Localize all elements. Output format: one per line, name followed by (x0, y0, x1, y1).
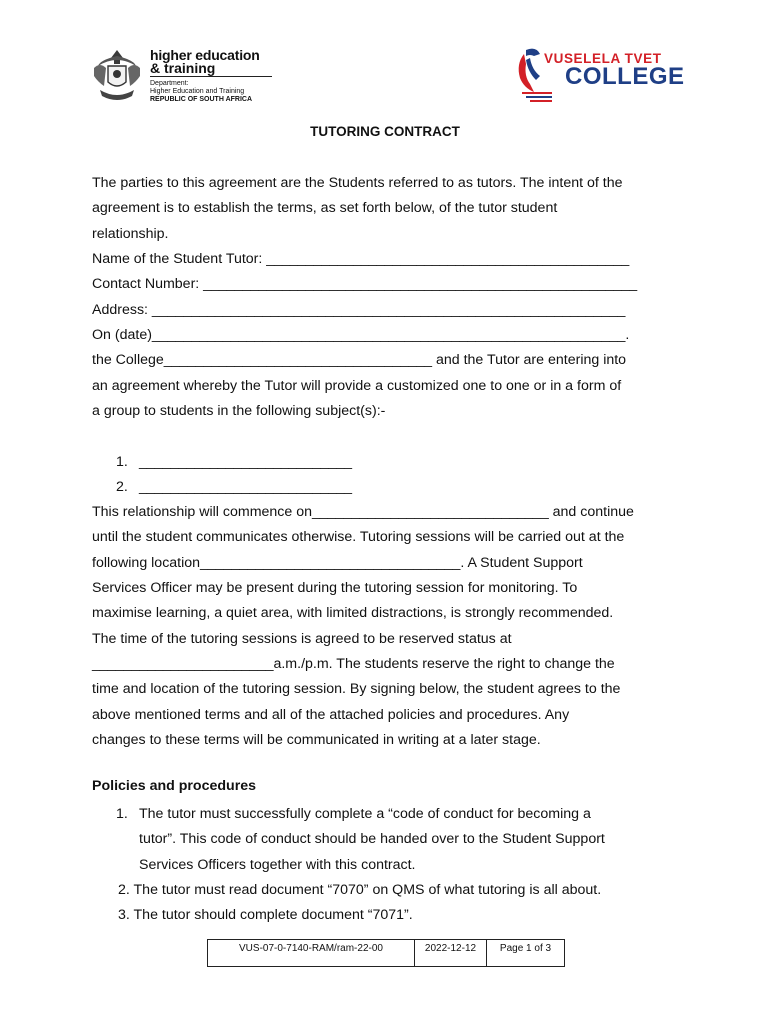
document-title: TUTORING CONTRACT (310, 124, 460, 139)
body-line: agreement is to establish the terms, as set forth below, of the tutor student (92, 200, 558, 216)
dhet-dept-name: Higher Education and Training (150, 88, 245, 95)
college-name: VUSELELA TVET (544, 51, 662, 66)
body-line: maximise learning, a quiet area, with limited distractions, is strongly recommended. (92, 605, 614, 621)
date-field[interactable]: On (date)____________________________________________________________. (92, 327, 630, 343)
commence-date-field[interactable]: This relationship will commence on______________________________ and continue (92, 504, 634, 520)
session-time-field[interactable]: _______________________a.m./p.m. The students reserve the right to change the (92, 656, 615, 672)
tutor-name-field[interactable]: Name of the Student Tutor: ______________________________________________ (92, 251, 630, 267)
subject-1-field[interactable]: ___________________________ (139, 454, 353, 470)
coat-of-arms-icon (90, 46, 144, 104)
policy-item: 3. The tutor should complete document “7071”. (118, 907, 413, 923)
address-field[interactable]: Address: ____________________________________________________________ (92, 302, 626, 318)
college-word: COLLEGE (565, 63, 685, 90)
body-line: until the student communicates otherwise. Tutoring sessions will be carried out at the (92, 529, 625, 545)
footer-page-number: Page 1 of 3 (499, 943, 552, 954)
body-line: an agreement whereby the Tutor will provide a customized one to one or in a form of (92, 378, 622, 394)
policies-heading: Policies and procedures (92, 778, 257, 794)
body-line: The time of the tutoring sessions is agreed to be reserved status at (92, 631, 512, 647)
footer-doc-code: VUS-07-0-7140-RAM/ram-22-00 (208, 940, 415, 966)
footer-date: 2022-12-12 (415, 940, 487, 966)
college-field[interactable]: the College__________________________________ and the Tutor are entering into (92, 352, 627, 368)
dhet-name-line2: & training (150, 60, 216, 76)
subject-number: 2. (116, 479, 128, 495)
body-line: relationship. (92, 226, 169, 242)
dhet-logo (88, 44, 278, 106)
policy-number: 1. (116, 806, 128, 822)
policy-item: 2. The tutor must read document “7070” on QMS of what tutoring is all about. (118, 882, 602, 898)
dhet-divider (150, 76, 272, 77)
vuselela-logo (512, 46, 685, 104)
body-line: a group to students in the following subject(s):- (92, 403, 386, 419)
policy-line: The tutor must successfully complete a “code of conduct for becoming a (139, 806, 591, 822)
body-line: Services Officer may be present during the tutoring session for monitoring. To (92, 580, 578, 596)
dhet-name-line1: higher education (150, 47, 260, 63)
subject-number: 1. (116, 454, 128, 470)
body-line: The parties to this agreement are the Students referred to as tutors. The intent of the (92, 175, 623, 191)
policy-line: tutor”. This code of conduct should be handed over to the Student Support (139, 831, 605, 847)
dhet-country: REPUBLIC OF SOUTH AFRICA (150, 96, 253, 103)
location-field[interactable]: following location_________________________________. A Student Support (92, 555, 583, 571)
document-footer (207, 939, 565, 967)
body-line: time and location of the tutoring session. By signing below, the student agrees to the (92, 681, 621, 697)
dhet-dept-label: Department: (150, 80, 189, 87)
body-line: changes to these terms will be communicated in writing at a later stage. (92, 732, 541, 748)
policy-line: Services Officers together with this contract. (139, 857, 416, 873)
subject-2-field[interactable]: ___________________________ (139, 479, 353, 495)
body-line: above mentioned terms and all of the attached policies and procedures. Any (92, 707, 570, 723)
contact-number-field[interactable]: Contact Number: _______________________________________________________ (92, 276, 638, 292)
